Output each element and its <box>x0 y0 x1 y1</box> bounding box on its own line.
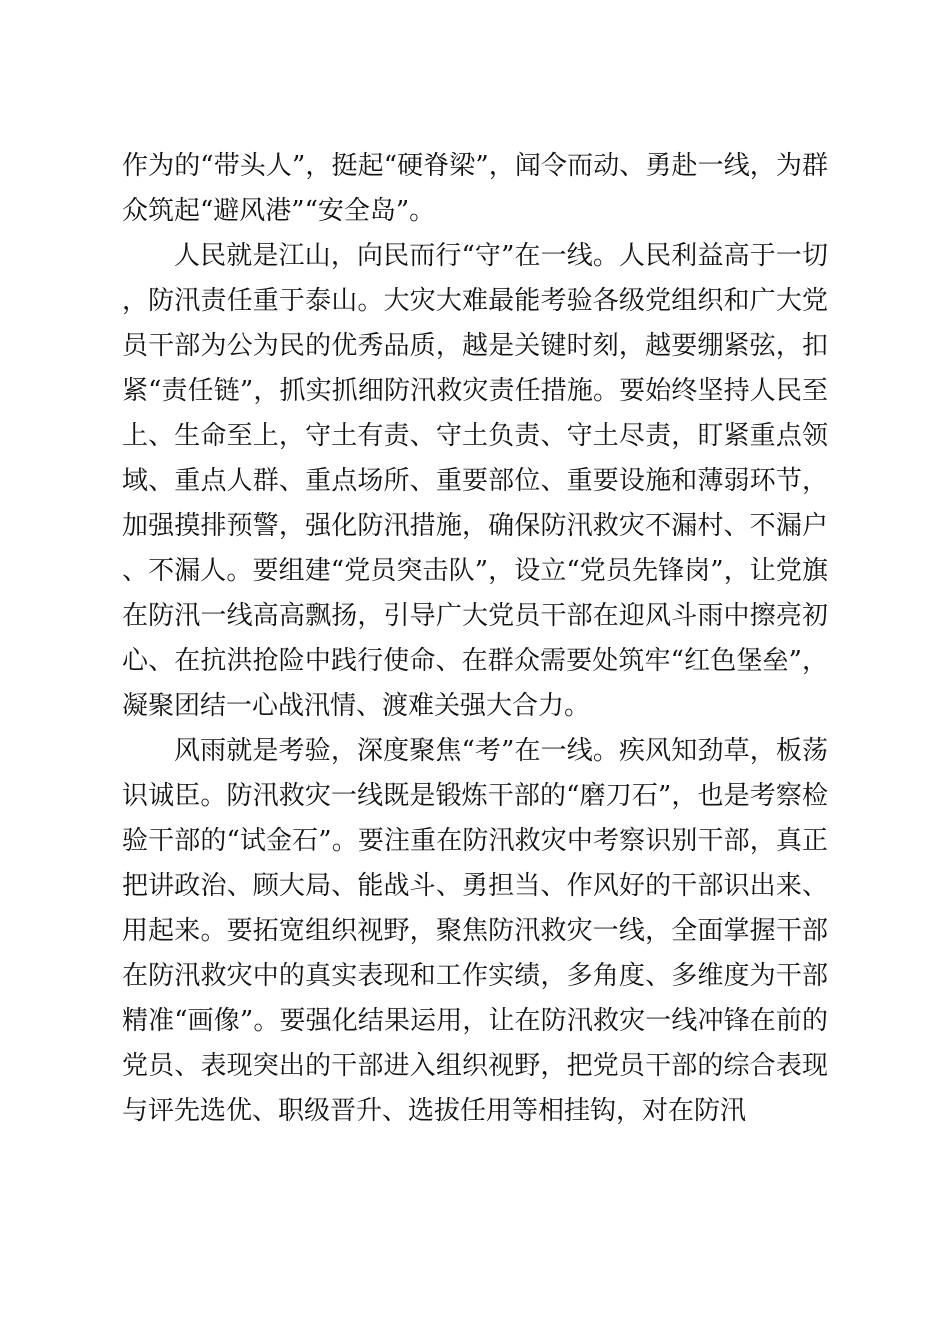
paragraph-continuation: 作为的“带头人”，挺起“硬脊梁”，闻令而动、勇赴一线，为群众筑起“避风港”“安全岛”。 <box>122 151 828 226</box>
paragraph-shou-zai-yixian: 人民就是江山，向民而行“守”在一线。人民利益高于一切，防汛责任重于泰山。大灾大难最能考验各级党组织和广大党员干部为公为民的优秀品质，越是关键时刻，越要绷紧弦，扣紧“责任链”，抓实抓细防汛救灾责任措施。要始终坚持人民至上、生命至上，守土有责、守土负责、守土尽责，盯紧重点领域、重点人群、重点场所、重要部位、重要设施和薄弱环节，加强摸排预警，强化防汛措施，确保防汛救灾不漏村、不漏户、不漏人。要组建“党员突击队”，设立“党员先锋岗”，让党旗在防汛一线高高飘扬，引导广大党员干部在迎风斗雨中擦亮初心、在抗洪抢险中践行使命、在群众需要处筑牢“红色堡垒”，凝聚团结一心战汛情、渡难关强大合力。 <box>122 241 828 721</box>
paragraph-kao-zai-yixian: 风雨就是考验，深度聚焦“考”在一线。疾风知劲草，板荡识诚臣。防汛救灾一线既是锻炼干部的“磨刀石”，也是考察检验干部的“试金石”。要注重在防汛救灾中考察识别干部，真正把讲政治、顾大局、能战斗、勇担当、作风好的干部识出来、用起来。要拓宽组织视野，聚焦防汛救灾一线，全面掌握干部在防汛救灾中的真实表现和工作实绩，多角度、多维度为干部精准“画像”。要强化结果运用，让在防汛救灾一线冲锋在前的党员、表现突出的干部进入组织视野，把党员干部的综合表现与评先选优、职级晋升、选拔任用等相挂钩，对在防汛 <box>122 736 828 1126</box>
document-body <box>122 144 828 1134</box>
